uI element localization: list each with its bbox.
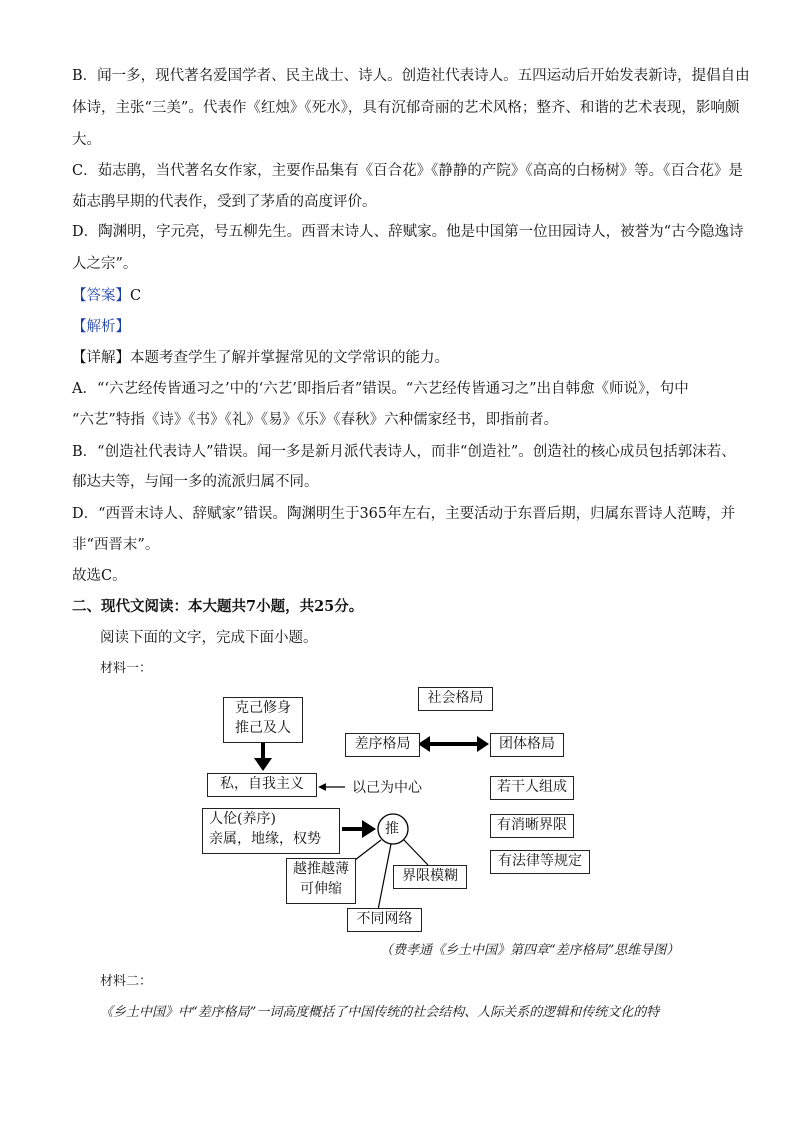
several-people-box: 若干人组成 [490, 776, 574, 800]
push-label: 推 [385, 821, 399, 837]
option-b-line-1: B．闻一多，现代著名爱国学者、民主战士、诗人。创造社代表诗人。五四运动后开始发表新诗，提倡自由 [72, 68, 750, 84]
self-cultivation-box [223, 697, 303, 743]
self-cultivation-line-2: 推己及人 [235, 720, 291, 736]
push-arrow-head [362, 820, 376, 838]
analysis-a-line-1: A．“‘六艺经传皆通习之’中的‘六艺’即指后者”错误。“六艺经传皆通习之”出自韩愈《师说》，句中 [72, 381, 689, 397]
analysis-d-line-1: D．“西晋末诗人、辞赋家”错误。陶渊明生于365年左右，主要活动于东晋后期，归属东晋诗人范畴，并 [72, 506, 736, 522]
material-two-first-line: 《乡土中国》中“差序格局”一词高度概括了中国传统的社会结构、人际关系的逻辑和传统文化的特 [100, 1005, 660, 1020]
analysis-d-line-2: 非“西晋末”。 [72, 537, 160, 553]
detail-text: 本题考查学生了解并掌握常见的文学常识的能力。 [130, 350, 449, 366]
push-line-left [355, 840, 381, 860]
double-arrow-right-head [477, 736, 489, 752]
further-box [286, 858, 356, 904]
clear-boundary-box: 有消晰界限 [490, 814, 574, 838]
option-b-line-2: 体诗，主张“三美”。代表作《红烛》《死水》，具有沉郁奇丽的艺术风格；整齐、和谐的艺术表现，影响颇 [72, 100, 740, 116]
material-one-label: 材料一： [100, 661, 153, 676]
further-line-1: 越推越薄 [293, 861, 349, 877]
group-mode-box: 团体格局 [490, 733, 564, 757]
ethics-box [202, 808, 340, 854]
section-heading: 二、现代文阅读：本大题共7小题，共25分。 [72, 598, 364, 615]
analysis-b-line-1: B．“创造社代表诗人”错误。闻一多是新月派代表诗人，而非“创造社”。创造社的核心成员包括郭沫若、 [72, 444, 736, 460]
blurry-boundary-box: 界限模糊 [393, 865, 467, 889]
push-line-down [378, 844, 391, 910]
ethics-line-1: 人伦(养序) [209, 811, 276, 827]
self-centered-label: 以己为中心 [352, 780, 422, 796]
law-rules-box: 有法律等规定 [490, 850, 590, 874]
option-d-line-1: D．陶渊明，字元亮，号五柳先生。西晋末诗人、辞赋家。他是中国第一位田园诗人，被誉为“古今隐逸诗 [72, 224, 744, 240]
egoism-box: 私，自我主义 [207, 773, 317, 797]
material-two-label: 材料二： [100, 974, 153, 989]
diagram-caption: （费孝通《乡土中国》第四章“差序格局”思维导图） [380, 943, 680, 958]
analysis-tag: 【解析】 [72, 319, 130, 335]
self-cultivation-line-1: 克己修身 [235, 700, 291, 716]
further-line-2: 可伸缩 [300, 881, 342, 897]
different-networks-box: 不同网络 [347, 908, 422, 932]
conclusion: 故选C。 [72, 568, 127, 584]
option-c-line-2: 茹志鹃早期的代表作，受到了茅盾的高度评价。 [72, 194, 377, 210]
option-d-line-2: 人之宗”。 [72, 256, 138, 272]
option-c-line-1: C．茹志鹃，当代著名女作家，主要作品集有《百合花》《静静的产院》《高高的白杨树》等。《百合花》是 [72, 163, 743, 179]
analysis-a-line-2: “六艺”特指《诗》《书》《礼》《易》《乐》《春秋》六种儒家经书，即指前者。 [72, 412, 559, 428]
differential-mode-box: 差序格局 [345, 733, 420, 757]
analysis-b-line-2: 郁达夫等，与闻一多的流派归属不同。 [72, 474, 319, 490]
social-pattern-box: 社会格局 [418, 687, 493, 711]
answer-value: C [130, 288, 142, 304]
instruction: 阅读下面的文字，完成下面小题。 [100, 630, 318, 646]
answer-tag: 【答案】 [72, 288, 130, 304]
option-b-line-3: 大。 [72, 132, 101, 148]
down-arrow-head [254, 758, 272, 771]
ethics-line-2: 亲属，地缘，权势 [209, 831, 321, 847]
push-line-right [404, 840, 428, 865]
detail-tag: 【详解】 [72, 350, 130, 366]
